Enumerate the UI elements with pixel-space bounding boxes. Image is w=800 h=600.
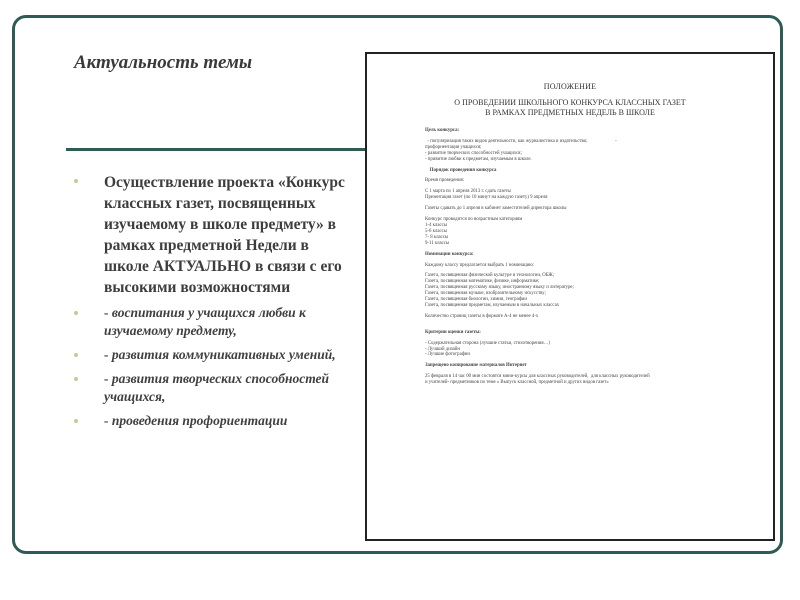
bullet-dot-icon — [74, 179, 78, 183]
document-line: Номинации конкурса: — [425, 251, 474, 257]
bullet-item — [74, 412, 349, 430]
bullet-item — [74, 304, 349, 340]
document-line: Запрещено копирование материалов Интернет — [425, 363, 527, 369]
document-line: Газета, посвященная биологии, химии, географии — [425, 297, 527, 303]
document-line: Презентация газет (по 10 минут на каждую газету) 9 апреля — [425, 195, 548, 201]
document-line: Газета, посвященная математике, физике, информатике; — [425, 279, 540, 285]
document-line: 1-4 классы — [425, 222, 447, 228]
bullet-item-main — [74, 172, 349, 298]
document-line: Газета, посвященная физической культуре и технологии, ОБЖ; — [425, 273, 555, 279]
document-line: и учителей- предметников по теме « Выпуск классной, предметной и других видов газет» — [425, 380, 609, 386]
document-subtitle — [367, 98, 773, 118]
document-line: Газета, посвященная русскому языку, иностранному языку и литературе; — [425, 285, 574, 291]
bullet-dot-icon — [74, 353, 78, 357]
document-line: - развитие творческих способностей учащихся; — [425, 150, 522, 156]
document-line: Газета, посвященная музыке, изобразительному искусству; — [425, 291, 546, 297]
document-line: Конкурс проводится по возрастным категориям — [425, 217, 523, 223]
document-line: С 1 марта по 1 апреля 2013 г. сдать газеты — [425, 189, 511, 195]
document-title: ПОЛОЖЕНИЕ — [543, 82, 597, 91]
document-line: - привитие любви к предметам, изучаемым в школе. — [425, 156, 532, 162]
document-line: Критерии оценки газеты: — [425, 329, 481, 335]
title-divider — [66, 148, 394, 151]
document-subtitle-line: В РАМКАХ ПРЕДМЕТНЫХ НЕДЕЛЬ В ШКОЛЕ — [485, 108, 655, 117]
bullet-item — [74, 346, 349, 364]
document-line: 25 февраля в 14 час 00 мин состоятся мини-курсы для классных руководителей, для классных руководителей — [425, 374, 650, 380]
bullet-text: - развития коммуникативных умений, — [104, 347, 336, 362]
document-subtitle-line: О ПРОВЕДЕНИИ ШКОЛЬНОГО КОНКУРСА КЛАССНЫХ ГАЗЕТ — [454, 98, 686, 107]
document-line: 9-11 классы — [425, 240, 450, 246]
document-line: - популяризация таких видов деятельности, как журналистика и издательство; - — [425, 138, 617, 144]
document-line: профориентация учащихся; — [425, 144, 482, 150]
document-line: - Содержательная сторона (лучшие статьи, стихотворения…) — [425, 340, 550, 346]
document-body — [425, 128, 760, 386]
bullet-dot-icon — [74, 377, 78, 381]
document-line: Количество страниц газеты в формате А-4 не менее 4-х — [425, 313, 539, 319]
document-line: Цель конкурса: — [425, 128, 460, 133]
bullet-list — [74, 172, 349, 436]
slide-title: Актуальность темы — [74, 52, 253, 73]
bullet-text: Осуществление проекта «Конкурс классных газет, посвященных изучаемому в школе предмету» в рамках предметной Недели в школе АКТУАЛЬНО в связи с его высокими возможностями — [104, 174, 345, 296]
document-line: - Лучшие фотографии — [425, 352, 470, 358]
bullet-item — [74, 370, 349, 406]
document-line: - Лучший дизайн — [425, 346, 460, 352]
document-image — [365, 52, 775, 541]
document-line: 7- 8 классы — [425, 234, 449, 240]
document-line: Каждому классу предлагается выбрать 1 номинацию: — [425, 262, 535, 268]
document-line: Время проведения: — [425, 178, 465, 184]
bullet-text: - воспитания у учащихся любви к изучаемому предмету, — [104, 305, 306, 338]
document-line: Газеты сдавать до 1 апреля в кабинет заместителей директора школы — [425, 206, 567, 212]
bullet-text: - проведения профориентации — [104, 413, 288, 428]
document-line: 5-6 классы — [425, 228, 447, 234]
bullet-dot-icon — [74, 311, 78, 315]
document-line: Газета, посвященная предметам, изучаемым в начальных классах — [425, 302, 560, 308]
document-line: Порядок проведения конкурса — [425, 167, 497, 173]
bullet-dot-icon — [74, 419, 78, 423]
bullet-text: - развития творческих способностей учащихся, — [104, 371, 330, 404]
